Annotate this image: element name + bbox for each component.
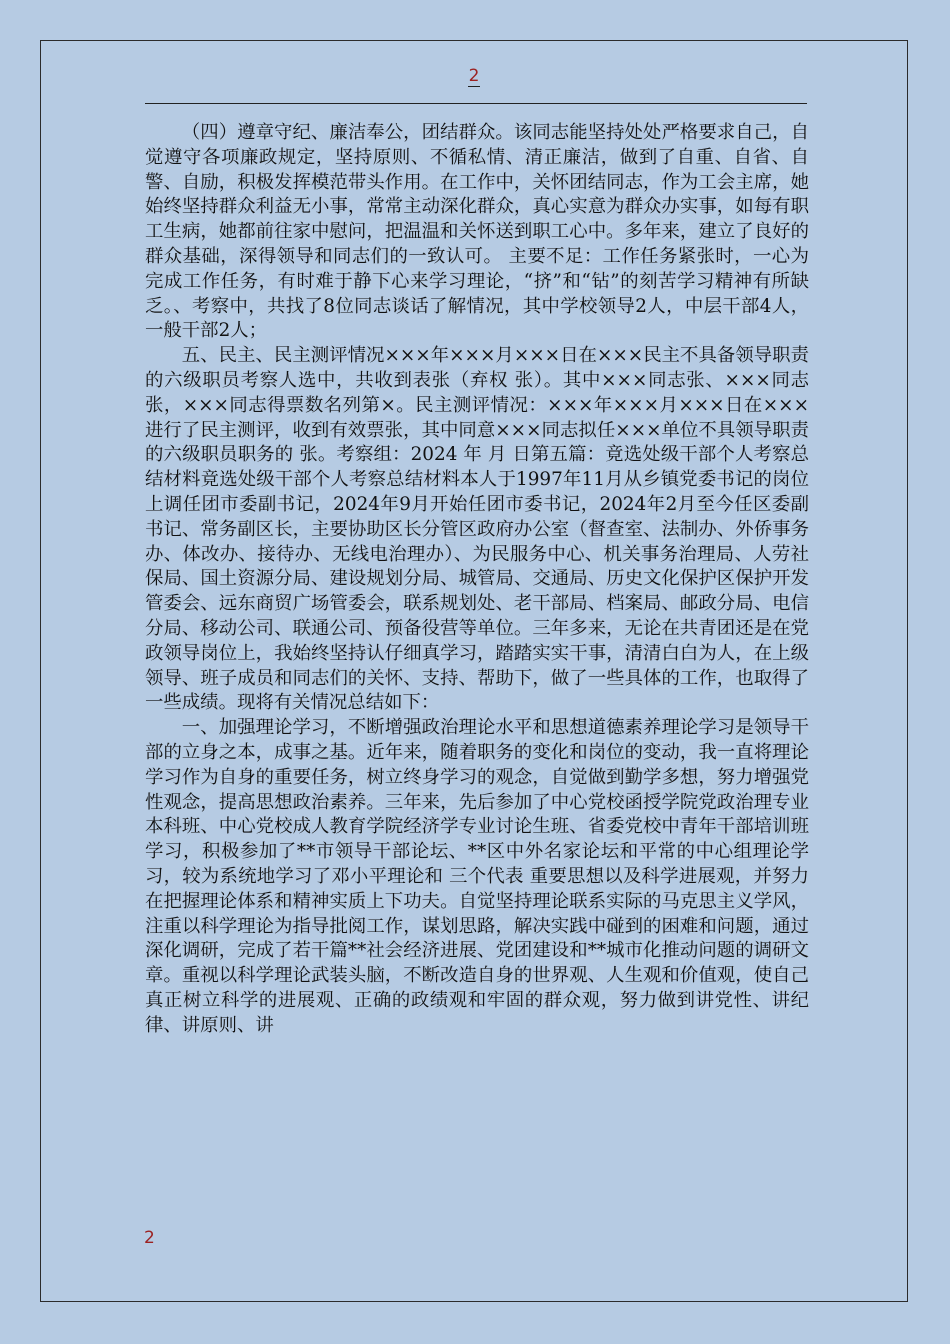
paragraph-3: 一、加强理论学习，不断增强政治理论水平和思想道德素养理论学习是领导干部的立身之本，成事之基。近年来，随着职务的变化和岗位的变动，我一直将理论学习作为自身的重要任务，树立终身学习的观念，自觉做到勤学多想，努力增强党性观念，提高思想政治素养。三年来，先后参加了中心党校函授学院党政治理专业本科班、中心党校成人教育学院经济学专业讨论生班、省委党校中青年干部培训班学习，积极参加了**市领导干部论坛、**区中外名家论坛和平常的中心组理论学习，较为系统地学习了邓小平理论和 三个代表 重要思想以及科学进展观，并努力在把握理论体系和精神实质上下功夫。自觉坚持理论联系实际的马克思主义学风，注重以科学理论为指导批阅工作，谋划思路，解决实践中碰到的困难和问题，通过深化调研，完成了若干篇**社会经济进展、党团建设和**城市化推动问题的调研文章。重视以科学理论武装头脑，不断改造自身的世界观、人生观和价值观，使自己真正树立科学的进展观、正确的政绩观和牢固的群众观，努力做到讲党性、讲纪律、讲原则、讲 bbox=[145, 717, 809, 1036]
paragraph-2: 五、民主、民主测评情况×××年×××月×××日在×××民主不具备领导职责的六级职员考察人选中，共收到表张（弃权 张）。其中×××同志张、×××同志 张，×××同志得票数名列第×。民主测评情况：×××年×××月×××日在×××进行了民主测评，收到有效票张，其中同意×××同志拟任×××单位不具领导职责的六级职员职务的 张。考察组：2024 年 月 日第五篇：竟选处级干部个人考察总结材料竟选处级干部个人考察总结材料本人于1997年11月从乡镇党委书记的岗位上调任团市委副书记，2024年9月开始任团市委书记，2024年2月至今任区委副书记、常务副区长，主要协助区长分管区政府办公室（督查室、法制办、外侨事务办、体改办、接待办、无线电治理办）、为民服务中心、机关事务治理局、人劳社保局、国土资源分局、建设规划分局、城管局、交通局、历史文化保护区保护开发管委会、远东商贸广场管委会，联系规划处、老干部局、档案局、邮政分局、电信分局、移动公司、联通公司、预备役营等单位。三年多来，无论在共青团还是在党政领导岗位上，我始终坚持认仔细真学习，踏踏实实干事，清清白白为人，在上级领导、班子成员和同志们的关怀、支持、帮助下，做了一些具体的工作，也取得了一些成绩。现将有关情况总结如下： bbox=[145, 345, 809, 714]
document-page bbox=[40, 40, 908, 1302]
footer-page-number: 2 bbox=[144, 1228, 155, 1248]
header-page-number bbox=[41, 65, 907, 87]
header-page-number-text: 2 bbox=[468, 66, 480, 86]
document-body bbox=[145, 121, 809, 1038]
paragraph-1: （四）遵章守纪、廉洁奉公，团结群众。该同志能坚持处处严格要求自己，自觉遵守各项廉政规定，坚持原则、不循私情、清正廉洁，做到了自重、自省、自警、自励，积极发挥模范带头作用。在工作中，关怀团结同志，作为工会主席，她始终坚持群众利益无小事，常常主动深化群众，真心实意为群众办实事，如每有职工生病，她都前往家中慰问，把温温和关怀送到职工心中。多年来，建立了良好的群众基础，深得领导和同志们的一致认可。 主要不足：工作任务紧张时，一心为完成工作任务，有时难于静下心来学习理论，“挤”和“钻”的刻苦学习精神有所缺乏。、考察中，共找了8位同志谈话了解情况，其中学校领导2人，中层干部4人，一般干部2人； bbox=[145, 122, 809, 342]
header-rule bbox=[145, 103, 807, 104]
